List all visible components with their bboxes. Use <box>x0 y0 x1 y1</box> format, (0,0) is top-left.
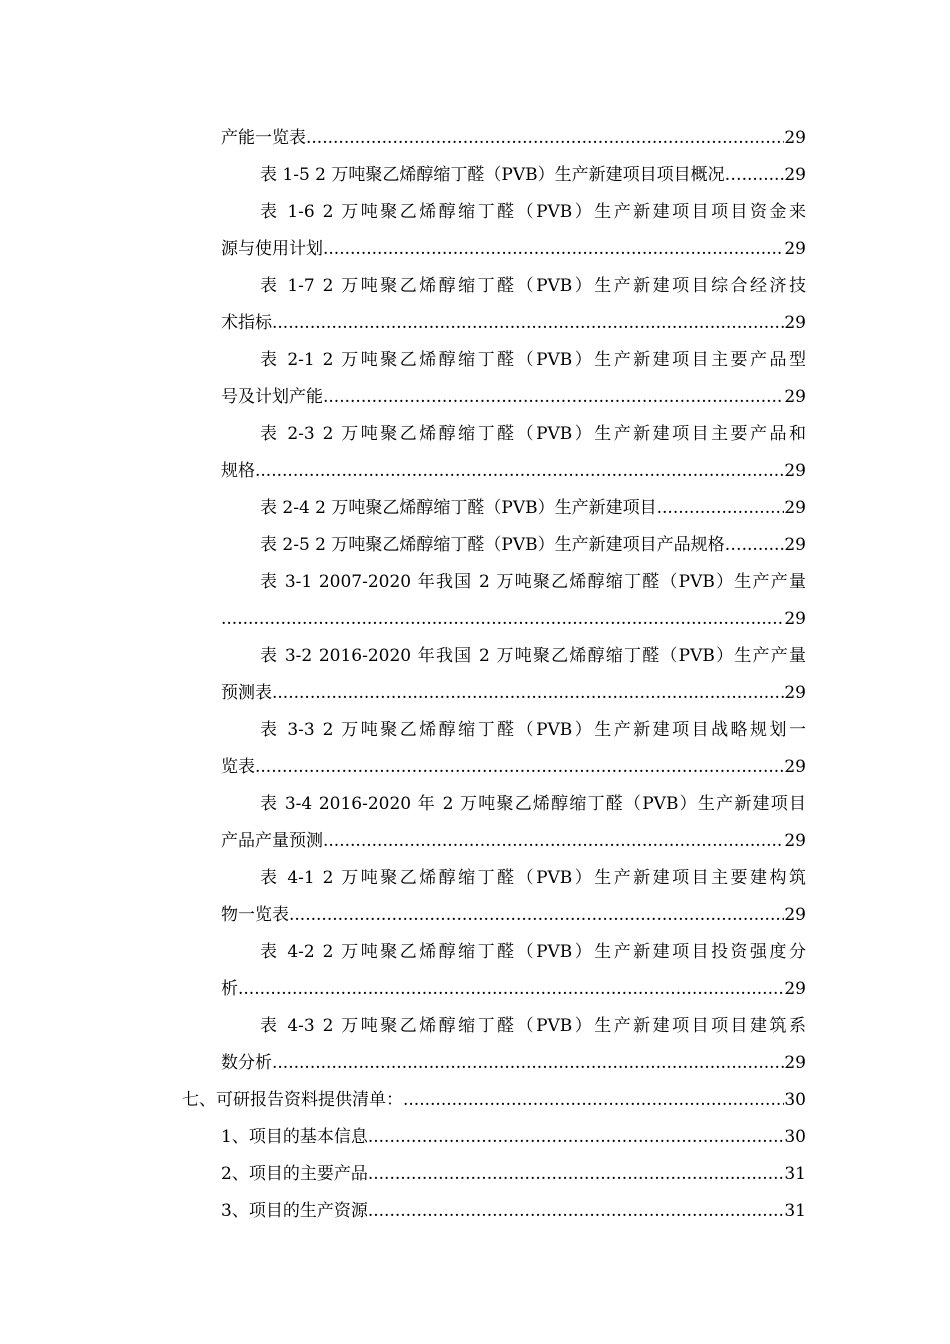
toc-entry-title: 表 3-2 2016-2020 年我国 2 万吨聚乙烯醇缩丁醛（PVB）生产产量 <box>260 646 806 666</box>
dot-leader <box>238 975 784 1003</box>
toc-page-number: 29 <box>784 831 806 851</box>
toc-entry-title: 表 3-4 2016-2020 年 2 万吨聚乙烯醇缩丁醛（PVB）生产新建项目 <box>260 794 806 814</box>
toc-entry[interactable] <box>221 753 806 781</box>
toc-entry[interactable] <box>221 235 806 263</box>
toc-entry-title: 2、项目的主要产品 <box>221 1164 368 1184</box>
toc-entry-title: 产能一览表 <box>221 128 306 148</box>
toc-entry-title: 物一览表 <box>221 905 289 925</box>
toc-entry[interactable] <box>221 1049 806 1077</box>
toc-page-number: 29 <box>784 387 806 407</box>
toc-entry-title: 源与使用计划 <box>221 239 323 259</box>
toc-entry-title: 表 3-3 2 万吨聚乙烯醇缩丁醛（PVB）生产新建项目战略规划一 <box>260 720 806 740</box>
toc-entry-title: 表 4-1 2 万吨聚乙烯醇缩丁醛（PVB）生产新建项目主要建构筑 <box>260 868 806 888</box>
toc-entry[interactable] <box>260 272 806 300</box>
dot-leader <box>657 494 785 522</box>
toc-page-number: 29 <box>784 128 806 148</box>
toc-page-number: 29 <box>784 165 806 185</box>
toc-entry[interactable] <box>221 1123 806 1151</box>
toc-entry[interactable] <box>260 938 806 966</box>
toc-entry-title: 规格 <box>221 461 255 481</box>
toc-entry[interactable] <box>221 383 806 411</box>
toc-entry[interactable] <box>260 568 806 596</box>
toc-entry[interactable] <box>260 494 806 522</box>
toc-entry-title: 3、项目的生产资源 <box>221 1201 368 1221</box>
toc-entry[interactable] <box>221 124 806 152</box>
toc-entry-title: 号及计划产能 <box>221 387 323 407</box>
dot-leader <box>368 1160 785 1188</box>
toc-entry[interactable] <box>260 642 806 670</box>
toc-entry-title: 表 4-2 2 万吨聚乙烯醇缩丁醛（PVB）生产新建项目投资强度分 <box>260 942 806 962</box>
toc-entry[interactable] <box>221 1197 806 1225</box>
toc-page-number: 29 <box>784 979 806 999</box>
dot-leader <box>272 1049 784 1077</box>
toc-page-number: 31 <box>784 1201 806 1221</box>
dot-leader <box>368 1123 785 1151</box>
dot-leader <box>742 161 785 189</box>
dot-leader <box>221 605 784 633</box>
toc-entry-title: 数分析 <box>221 1053 272 1073</box>
dot-leader <box>306 124 784 152</box>
toc-entry-title: 表 2-4 2 万吨聚乙烯醇缩丁醛（PVB）生产新建项目 <box>260 498 657 518</box>
toc-entry[interactable] <box>221 975 806 1003</box>
dot-leader <box>272 309 784 337</box>
dot-leader <box>255 457 784 485</box>
toc-page-number: 29 <box>784 535 806 555</box>
toc-entry-title: 析 <box>221 979 238 999</box>
toc-entry[interactable] <box>221 605 806 633</box>
toc-entry[interactable] <box>260 1012 806 1040</box>
dot-leader <box>323 235 784 263</box>
toc-page-number: 30 <box>784 1090 806 1110</box>
toc-entry-title: 1、项目的基本信息 <box>221 1127 368 1147</box>
dot-leader <box>403 1086 784 1114</box>
toc-page-number: 29 <box>784 461 806 481</box>
toc-entry-title: 七、可研报告资料提供清单： <box>182 1090 403 1110</box>
toc-entry[interactable] <box>221 309 806 337</box>
toc-entry[interactable] <box>260 420 806 448</box>
toc-entry-title: 表 2-3 2 万吨聚乙烯醇缩丁醛（PVB）生产新建项目主要产品和 <box>260 424 806 444</box>
dot-leader <box>368 1197 785 1225</box>
dot-leader <box>289 901 784 929</box>
toc-entry[interactable] <box>260 198 806 226</box>
toc-entry[interactable] <box>221 457 806 485</box>
toc-entry[interactable] <box>260 346 806 374</box>
toc-entry-title: 表 1-6 2 万吨聚乙烯醇缩丁醛（PVB）生产新建项目项目资金来 <box>260 202 806 222</box>
toc-entry[interactable] <box>221 901 806 929</box>
toc-entry-title: 表 4-3 2 万吨聚乙烯醇缩丁醛（PVB）生产新建项目项目建筑系 <box>260 1016 806 1036</box>
dot-leader <box>323 383 784 411</box>
toc-entry-title: 产品产量预测 <box>221 831 323 851</box>
dot-leader <box>272 679 784 707</box>
toc-page-number: 29 <box>784 757 806 777</box>
toc-entry[interactable] <box>260 716 806 744</box>
toc-page-number: 30 <box>784 1127 806 1147</box>
toc-entry[interactable] <box>260 531 806 559</box>
toc-entry-title: 表 1-5 2 万吨聚乙烯醇缩丁醛（PVB）生产新建项目项目概况… <box>260 165 742 185</box>
toc-entry-title: 表 2-5 2 万吨聚乙烯醇缩丁醛（PVB）生产新建项目产品规格… <box>260 535 742 555</box>
toc-entry-title: 术指标 <box>221 313 272 333</box>
toc-entry-title: 表 1-7 2 万吨聚乙烯醇缩丁醛（PVB）生产新建项目综合经济技 <box>260 276 806 296</box>
toc-page-number: 29 <box>784 905 806 925</box>
toc-entry[interactable] <box>221 1160 806 1188</box>
toc-entry-title: 预测表 <box>221 683 272 703</box>
toc-page-number: 29 <box>784 683 806 703</box>
toc-page-number: 29 <box>784 498 806 518</box>
dot-leader <box>323 827 784 855</box>
toc-entry[interactable] <box>221 827 806 855</box>
toc-page-number: 29 <box>784 609 806 629</box>
toc-entry[interactable] <box>260 864 806 892</box>
toc-entry[interactable] <box>260 161 806 189</box>
toc-page-number: 31 <box>784 1164 806 1184</box>
toc-entry-title: 览表 <box>221 757 255 777</box>
toc-entry[interactable] <box>182 1086 806 1114</box>
toc-entry-title: 表 3-1 2007-2020 年我国 2 万吨聚乙烯醇缩丁醛（PVB）生产产量 <box>260 572 806 592</box>
toc-entry[interactable] <box>260 790 806 818</box>
toc-page-number: 29 <box>784 1053 806 1073</box>
dot-leader <box>742 531 785 559</box>
toc-entry[interactable] <box>221 679 806 707</box>
toc-entry-title: 表 2-1 2 万吨聚乙烯醇缩丁醛（PVB）生产新建项目主要产品型 <box>260 350 806 370</box>
toc-page-number: 29 <box>784 313 806 333</box>
dot-leader <box>255 753 784 781</box>
toc-page-number: 29 <box>784 239 806 259</box>
